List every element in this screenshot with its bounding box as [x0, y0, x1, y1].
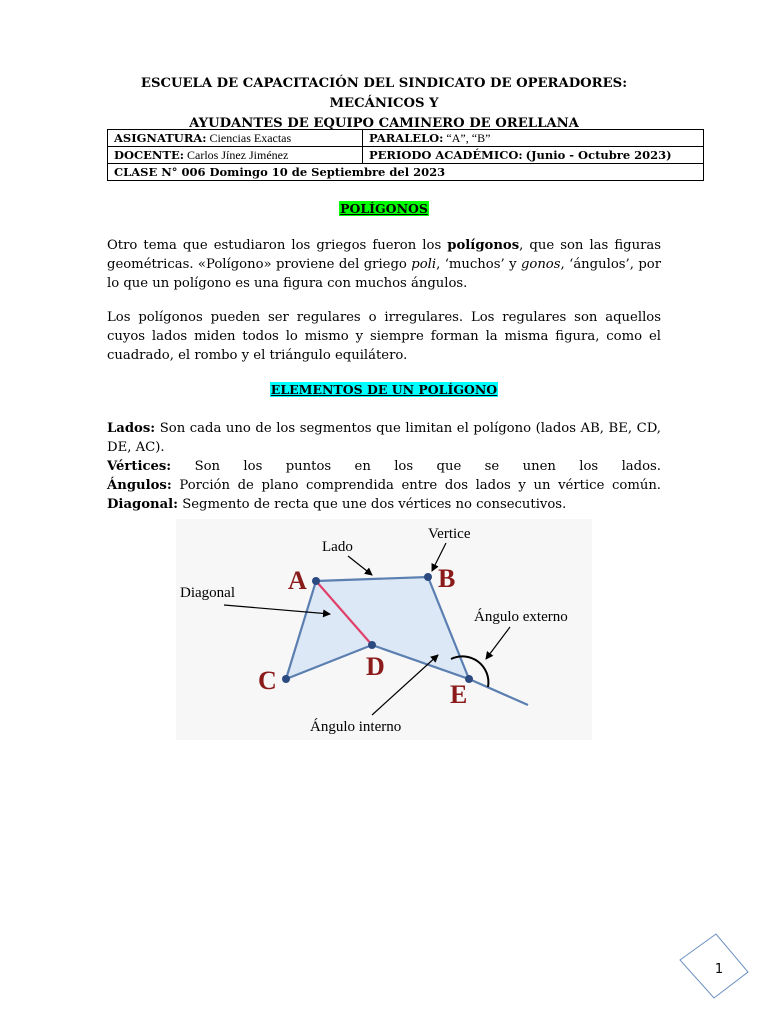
page-number: 1 [714, 961, 724, 977]
table-row [108, 164, 704, 181]
docente-cell [108, 147, 363, 164]
section-heading-poligonos [0, 201, 768, 216]
course-info-table [107, 129, 704, 181]
docente-label: DOCENTE: [114, 148, 184, 162]
definition-text: Porción de plano comprendida entre dos lados y un vértice común. [171, 478, 661, 493]
page-number-badge [678, 932, 742, 996]
callout-angulo-interno: Ángulo interno [310, 719, 402, 735]
title-line-2: AYUDANTES DE EQUIPO CAMINERO DE ORELLANA [189, 116, 579, 131]
side-extension [469, 679, 528, 705]
definition-text: Son cada uno de los segmentos que limitan el polígono (lados AB, BE, CD, DE, AC). [107, 421, 661, 455]
vertex-label-e: E [450, 680, 468, 709]
vertex-label-d: D [366, 652, 385, 681]
paragraph-text: , que son las figuras geométricas. «Polígono» proviene del griego [107, 238, 662, 272]
arrow-lado [348, 556, 372, 575]
vertex-point-a [312, 577, 320, 585]
polygon-figure [176, 519, 592, 740]
definition-term: Lados: [107, 421, 156, 436]
callout-lado: Lado [322, 539, 353, 555]
vertex-label-a: A [288, 566, 307, 595]
paragraph-intro [107, 236, 661, 293]
clase-text: CLASE N° 006 Domingo 10 de Septiembre del 2023 [114, 165, 446, 179]
asignatura-label: ASIGNATURA: [114, 131, 207, 145]
vertex-point-b [424, 573, 432, 581]
section-heading-elementos [0, 382, 768, 397]
heading-text: ELEMENTOS DE UN POLÍGONO [270, 382, 498, 397]
vertex-label-b: B [438, 564, 456, 593]
periodo-cell [363, 147, 704, 164]
definition-text: Segmento de recta que une dos vértices no consecutivos. [178, 497, 567, 512]
callout-angulo-externo: Ángulo externo [474, 609, 568, 625]
definition-text: Son los puntos en los que se unen los lados. [171, 459, 661, 474]
clase-cell [108, 164, 704, 181]
paragraph-types: Los polígonos pueden ser regulares o irregulares. Los regulares son aquellos cuyos lados miden todos lo mismo y siempre forman la misma figura, como el cuadrado, el rombo y el triángulo equilátero. [107, 310, 661, 363]
asignatura-value: Ciencias Exactas [209, 131, 292, 145]
paragraph-text: Otro tema que estudiaron los griegos fueron los [107, 238, 448, 253]
title-line-1: ESCUELA DE CAPACITACIÓN DEL SINDICATO DE OPERADORES: MECÁNICOS Y [140, 76, 628, 111]
table-row [108, 130, 704, 147]
vertex-label-c: C [258, 666, 277, 695]
callout-vertice: Vertice [428, 526, 471, 542]
document-title [100, 74, 668, 134]
italic-term: gonos [520, 257, 561, 272]
definition-angulos [107, 476, 661, 495]
italic-term: poli [411, 257, 437, 272]
paragraph-text: , ‘ángulos’, por lo que un polígono es una figura con muchos ángulos. [107, 257, 662, 291]
callout-diagonal: Diagonal [180, 585, 235, 601]
definition-term: Ángulos: [107, 478, 172, 493]
vertex-point-c [282, 675, 290, 683]
paralelo-value: “A”, “B” [446, 131, 491, 145]
docente-value: Carlos Jínez Jiménez [187, 148, 289, 162]
definition-term: Diagonal: [107, 497, 179, 512]
paragraph-text: , ‘muchos’ y [436, 257, 521, 272]
paralelo-cell [363, 130, 704, 147]
periodo-value: (Junio - Octubre 2023) [525, 148, 672, 162]
heading-text: POLÍGONOS [340, 201, 428, 216]
definition-lados [107, 419, 661, 457]
periodo-label: PERIODO ACADÉMICO: [369, 148, 523, 162]
paralelo-label: PARALELO: [369, 131, 444, 145]
definition-term: Vértices: [107, 459, 172, 474]
bold-term: polígonos [447, 238, 520, 253]
definition-diagonal [107, 495, 661, 514]
arrow-angulo-externo [486, 627, 510, 659]
asignatura-cell [108, 130, 363, 147]
table-row [108, 147, 704, 164]
definition-vertices [107, 457, 661, 476]
polygon-diagram [176, 519, 592, 740]
definitions-list [107, 419, 661, 514]
vertex-point-d [368, 641, 376, 649]
